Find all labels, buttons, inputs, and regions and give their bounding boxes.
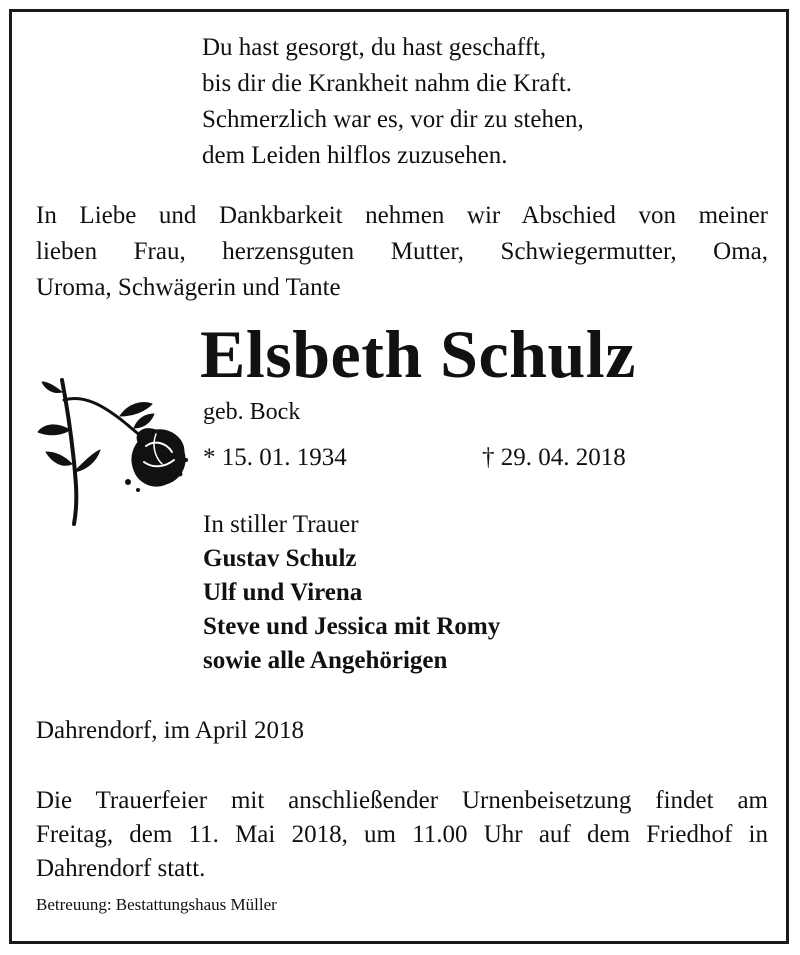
- poem-line: bis dir die Krankheit nahm die Kraft.: [202, 70, 573, 97]
- intro-line: lieben Frau, herzensguten Mutter, Schwiegermutter, Oma,: [36, 238, 768, 265]
- mourners-heading: In stiller Trauer: [203, 511, 359, 538]
- mourner-name: Gustav Schulz: [203, 545, 357, 572]
- funeral-line: Dahrendorf statt.: [36, 855, 206, 882]
- poem-line: Schmerzlich war es, vor dir zu stehen,: [202, 106, 584, 133]
- rose-icon: [34, 372, 194, 532]
- mourners: [203, 508, 500, 678]
- poem: [202, 30, 584, 174]
- intro-line: In Liebe und Dankbarkeit nehmen wir Abschied von meiner: [36, 202, 768, 229]
- funeral-line: Die Trauerfeier mit anschließender Urnenbeisetzung findet am: [36, 787, 768, 814]
- maiden-name: geb. Bock: [203, 399, 301, 425]
- poem-line: Du hast gesorgt, du hast geschafft,: [202, 34, 547, 61]
- intro-line: Uroma, Schwägerin und Tante: [36, 274, 341, 301]
- intro-text: [36, 198, 768, 306]
- poem-line: dem Leiden hilflos zuzusehen.: [202, 142, 508, 169]
- death-date: † 29. 04. 2018: [482, 444, 626, 471]
- funeral-service-credit: Betreuung: Bestattungshaus Müller: [36, 895, 277, 914]
- mourner-name: sowie alle Angehörigen: [203, 647, 448, 674]
- mourner-name: Steve und Jessica mit Romy: [203, 613, 501, 640]
- birth-date: * 15. 01. 1934: [203, 444, 347, 471]
- deceased-name: Elsbeth Schulz: [200, 316, 636, 392]
- funeral-line: Freitag, dem 11. Mai 2018, um 11.00 Uhr auf dem Friedhof in: [36, 821, 768, 848]
- funeral-notice: [36, 784, 768, 886]
- mourner-name: Ulf und Virena: [203, 579, 363, 606]
- place-date: Dahrendorf, im April 2018: [36, 717, 305, 744]
